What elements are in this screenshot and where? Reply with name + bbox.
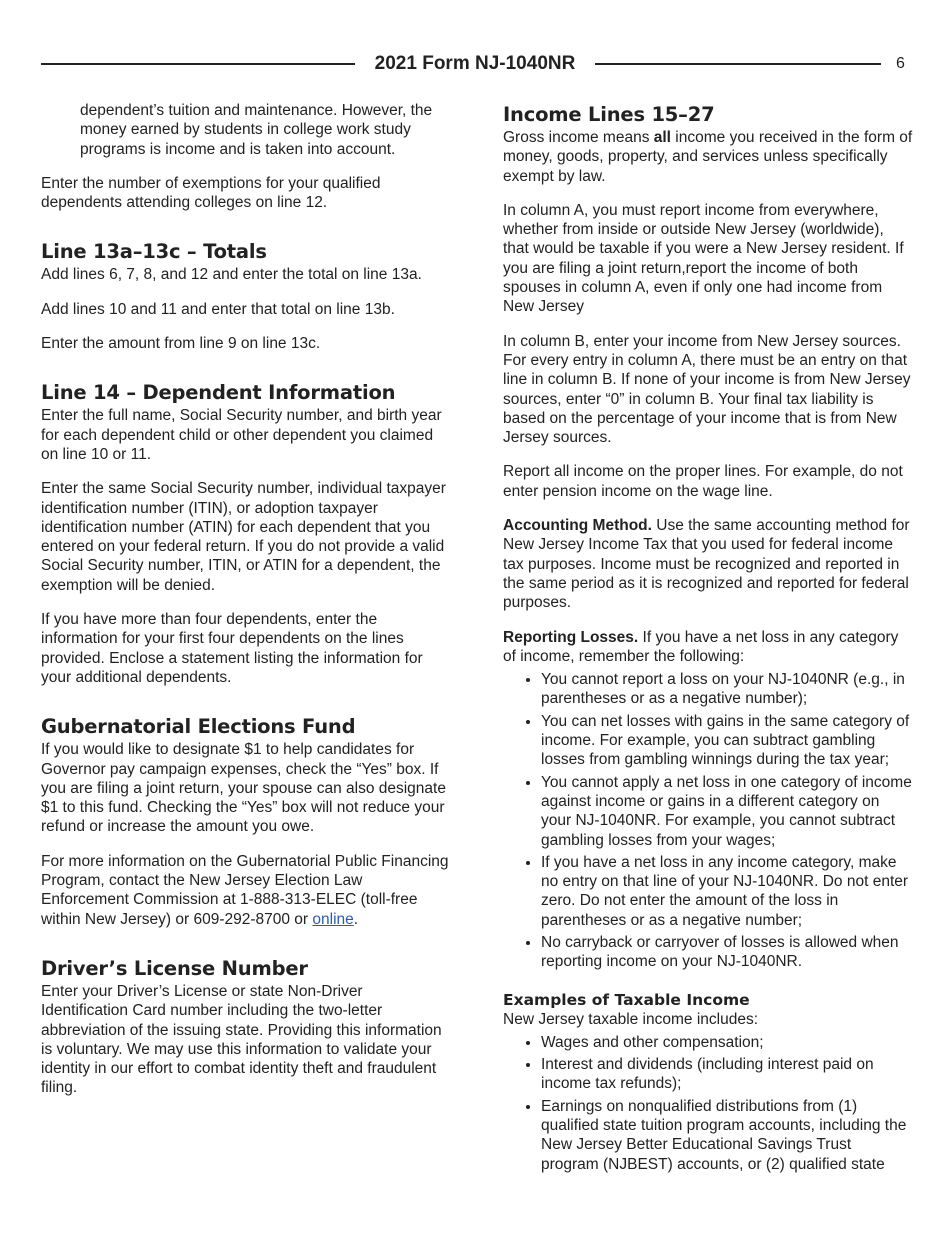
list-item: • You can net losses with gains in the same category of income. For example, you can subtract gambling losses from gambling winnings during the tax year; [541,712,913,770]
page-header [41,52,881,78]
totals-heading: Line 13a–13c – Totals [41,240,267,264]
accounting-method-text: Use the same accounting method for New Jersey Income Tax that you used for federal income tax purposes. Income must be recognized and reported in the same period as it is recognized and reported for federal purposes. [503,517,910,612]
intro-continuation: dependent’s tuition and maintenance. However, the money earned by students in college work study programs is income and is taken into account. [80,102,433,158]
form-title: 2021 Form NJ-1040NR [374,53,576,74]
list-item: • Interest and dividends (including interest paid on income tax refunds); [541,1055,913,1094]
income-paragraph-4: Report all income on the proper lines. For example, do not enter pension income on the wage line. [503,463,903,500]
accounting-method-label: Accounting Method. [503,517,652,535]
dependent-paragraph-1: Enter the full name, Social Security number, and birth year for each dependent child or other dependent you claimed on line 10 or 11. [41,407,442,463]
online-link[interactable]: online [312,910,354,928]
losses-list [503,670,913,971]
license-heading: Driver’s License Number [41,956,308,980]
list-item: • No carryback or carryover of losses is allowed when reporting income on your NJ-1040NR. [541,933,913,972]
elections-text: For more information on the Gubernatorial Public Financing Program, contact the New Jersey Election Law Enforcement Commission at 1-888-313-ELEC (toll-free within New Jersey) or 609-292-8700 or [41,852,449,928]
elections-heading: Gubernatorial Elections Fund [41,715,356,739]
right-column [503,101,913,1177]
taxable-income-heading: Examples of Taxable Income [503,990,750,1009]
license-paragraph: Enter your Driver’s License or state Non-Driver Identification Card number including the two-letter abbreviation of the issuing state. Providing this information is voluntary. We may use this information to validate your identity in our effort to combat identity theft and fraudulent filing. [41,982,442,1097]
list-item: • You cannot apply a net loss in one category of income against income or gains in a different category on your NJ-1040NR. For example, you cannot subtract gambling losses from your wages; [541,773,913,850]
taxable-income-intro: New Jersey taxable income includes: [503,1010,759,1028]
elections-paragraph-2 [41,852,451,929]
list-item: • If you have a net loss in any income category, make no entry on that line of your NJ-1040NR. Do not enter zero. Do not enter the amount of the loss in parentheses or as a negative number; [541,853,913,930]
page-number: 6 [896,55,905,72]
totals-paragraph-2: Add lines 10 and 11 and enter that total on line 13b. [41,300,395,318]
accounting-method-paragraph [503,516,913,612]
income-heading: Income Lines 15–27 [503,103,715,126]
totals-paragraph-1: Add lines 6, 7, 8, and 12 and enter the total on line 13a. [41,266,422,284]
income-text-a: Gross income means [503,129,654,146]
totals-paragraph-3: Enter the amount from line 9 on line 13c. [41,335,321,353]
dependent-paragraph-2: Enter the same Social Security number, individual taxpayer identification number (ITIN), or adoption taxpayer identification number (ATIN) for each dependent that you entered on your federal return. If you do not provide a valid Social Security number, ITIN, or ATIN for a dependent, the exemption will be denied. [41,480,446,594]
reporting-losses-label: Reporting Losses. [503,628,639,646]
reporting-losses-text: If you have a net loss in any category of income, remember the following: [503,628,899,665]
income-bold-all: all [653,129,671,146]
reporting-losses-paragraph [503,628,913,667]
income-paragraph-1 [503,128,913,186]
exemptions-paragraph: Enter the number of exemptions for your qualified dependents attending colleges on line 12. [41,174,381,212]
list-item: • You cannot report a loss on your NJ-1040NR (e.g., in parentheses or as a negative number); [541,670,913,709]
income-text-b: income you received in the form of money, goods, property, and services unless specifically exempt by law. [503,129,913,185]
left-column [41,101,451,1113]
dependent-paragraph-3: If you have more than four dependents, enter the information for your first four dependents on the lines provided. Enclose a statement listing the information for your additional dependents. [41,611,423,686]
header-rule-right [595,63,881,65]
income-paragraph-3: In column B, enter your income from New Jersey sources. For every entry in column A, there must be an entry on that line in column B. If none of your income is from New Jersey sources, enter “0” in column B. Your final tax liability is based on the percentage of your income that is from New Jersey sources. [503,332,911,447]
list-item: • Earnings on nonqualified distributions from (1) qualified state tuition program accounts, including the New Jersey Better Educational Savings Trust program (NJBEST) accounts, or (2) qualified state [541,1097,913,1174]
income-paragraph-2: In column A, you must report income from everywhere, whether from inside or outside New Jersey (worldwide), that would be taxable if you were a New Jersey resident. If you are filing a joint return,report the income of both spouses in column A, even if only one had income from New Jersey [503,201,904,316]
dependent-heading: Line 14 – Dependent Information [41,381,396,405]
header-rule-left [41,63,355,65]
taxable-income-list [503,1033,913,1174]
list-item: • Wages and other compensation; [541,1033,913,1052]
elections-paragraph-1: If you would like to designate $1 to help candidates for Governor pay campaign expenses, check the “Yes” box. If you are filing a joint return, your spouse can also designate $1 to this fund. Checking the “Yes” box will not reduce your refund or increase the amount you owe. [41,741,446,836]
elections-end: . [353,910,359,928]
